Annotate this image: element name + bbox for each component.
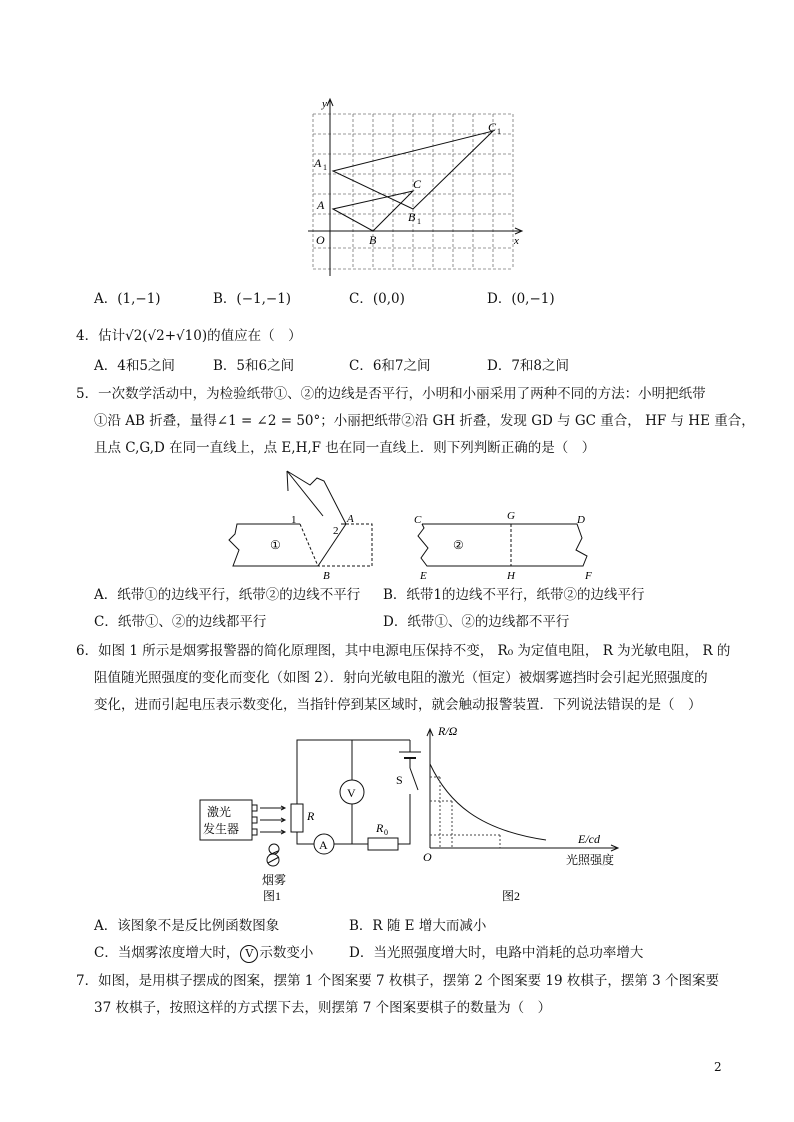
resistor-r0 (368, 838, 398, 850)
q4-option-d[interactable] (487, 356, 569, 376)
fig1-caption: 图1 (263, 889, 282, 902)
option-text: 6和7之间 (372, 358, 431, 374)
point-b-label: B (369, 233, 377, 247)
q4-stem (76, 326, 302, 346)
option-text: R 随 E 增大而减小 (372, 918, 487, 934)
option-label: C． (94, 614, 118, 630)
point-b-label: B (323, 570, 330, 582)
photoresistor-r (291, 804, 303, 832)
q6-stem-line-3: 变化，进而引起电压表示数变化，当指针停到某区域时，就会触动报警装置．下列说法错误的是（ ） (94, 697, 702, 713)
question-number: 6． (76, 643, 99, 659)
q3-option-b[interactable] (213, 289, 291, 309)
q4-option-c[interactable] (349, 356, 431, 376)
point-a-label: A (347, 513, 354, 525)
point-a1-subscript: 1 (323, 163, 327, 172)
angle-1-label: 1 (291, 514, 297, 526)
point-b1-subscript: 1 (417, 217, 421, 226)
q3-option-d[interactable] (487, 289, 555, 309)
laser-port-2 (252, 817, 257, 823)
option-text-after: 示数变小 (259, 945, 314, 961)
option-label: B． (383, 587, 407, 603)
question-number: 4． (76, 328, 99, 344)
r-axis-label: R/Ω (438, 724, 458, 738)
q7-stem-line-1 (76, 971, 719, 991)
q5-option-d[interactable] (383, 612, 569, 632)
option-label: D． (383, 614, 408, 630)
switch-s (410, 768, 418, 790)
option-text: 纸带①、②的边线都平行 (117, 614, 267, 630)
laser-label-line-1: 激光 (207, 805, 232, 819)
r0-label: R (376, 821, 384, 835)
q5-stem-line-3: 且点 C,G,D 在同一直线上，点 E,H,F 也在同一直线上．则下列判断正确的是（ ） (94, 440, 596, 456)
question-number: 7． (76, 973, 99, 989)
option-label: C． (349, 291, 373, 307)
option-text: 该图象不是反比例函数图象 (117, 918, 280, 934)
option-label: A． (94, 291, 118, 307)
point-h-label: H (507, 570, 515, 582)
axis-title: 光照强度 (566, 853, 615, 867)
option-value: (1,−1) (117, 291, 161, 307)
point-c-label: C (413, 177, 422, 191)
q6-fig2-graph (418, 722, 628, 902)
point-a1-label: A (314, 156, 322, 170)
option-text-before: 当烟雾浓度增大时， (117, 945, 240, 961)
option-text: 纸带1的边线不平行，纸带②的边线平行 (406, 587, 645, 603)
q5-option-c[interactable] (94, 612, 266, 632)
laser-port-1 (252, 805, 257, 811)
point-c1-label: C (488, 120, 497, 134)
q7-line-1-text: 如图，是用棋子摆成的图案，摆第 1 个图案要 7 枚棋子，摆第 2 个图案要 19 枚棋子，摆第 3 个图案要 (98, 973, 720, 989)
q6-option-d[interactable] (349, 943, 643, 963)
q7-stem-line-2: 37 枚棋子，按照这样的方式摆下去，则摆第 7 个图案要棋子的数量为（ ） (94, 1000, 552, 1016)
q5-option-a[interactable] (94, 585, 360, 605)
angle-2-label: 2 (333, 525, 339, 537)
q6-stem-line-1 (76, 641, 730, 661)
voltmeter-icon-label: V (245, 946, 254, 960)
option-text: 纸带①、②的边线都不平行 (407, 614, 570, 630)
voltmeter-label: V (347, 786, 356, 800)
strip2-outline (418, 524, 587, 566)
q4-option-b[interactable] (213, 356, 294, 376)
guide-lines (430, 777, 500, 848)
flap-jag (287, 471, 288, 491)
r-e-curve (430, 764, 546, 840)
option-label: C． (94, 945, 118, 961)
q6-line-1-text: 如图 1 所示是烟雾报警器的简化原理图，其中电源电压保持不变， R₀ 为定值电阻， R 为光敏电阻， R 的 (98, 643, 731, 659)
strip2-circled-label: ② (453, 538, 464, 552)
option-label: A． (94, 587, 118, 603)
q4-option-a[interactable] (94, 356, 175, 376)
point-c-label: C (414, 514, 422, 526)
option-text: 5和6之间 (236, 358, 295, 374)
option-label: A． (94, 358, 118, 374)
page-number: 2 (714, 1060, 722, 1074)
option-label: B． (349, 918, 373, 934)
option-label: D． (349, 945, 374, 961)
option-text: 7和8之间 (511, 358, 570, 374)
r-label: R (307, 809, 315, 823)
q3-option-a[interactable] (94, 289, 161, 309)
origin-label: O (423, 850, 432, 864)
option-label: D． (487, 358, 512, 374)
q5-line-1-text: 一次数学活动中，为检验纸带①、②的边线是否平行，小明和小丽采用了两种不同的方法：小明把纸带 (98, 386, 706, 402)
option-label: A． (94, 918, 118, 934)
r0-subscript: 0 (384, 828, 388, 837)
point-e-label: E (420, 570, 427, 582)
wire-left-bottom (297, 832, 314, 844)
point-f-label: F (585, 570, 592, 582)
point-a-label: A (317, 198, 325, 212)
smoke-icon (267, 844, 279, 866)
option-label: B． (213, 358, 237, 374)
y-label: y (322, 98, 327, 110)
point-c1-subscript: 1 (497, 127, 501, 136)
point-b1-label: B (408, 210, 416, 224)
q4-text-after: 的值应在（ ） (207, 328, 302, 344)
option-value: (−1,−1) (236, 291, 292, 307)
point-d-label: D (577, 514, 585, 526)
question-number: 5． (76, 386, 99, 402)
switch-label: S (396, 773, 403, 787)
option-text: 当光照强度增大时，电路中消耗的总功率增大 (373, 945, 644, 961)
option-label: D． (487, 291, 512, 307)
strip1-circled-label: ① (270, 538, 281, 552)
e-axis-label: E/cd (578, 832, 600, 846)
q6-fig1-circuit (190, 722, 430, 902)
fig2-caption: 图2 (502, 889, 521, 902)
ammeter-label: A (319, 838, 328, 852)
laser-port-3 (252, 829, 257, 835)
option-text: 4和5之间 (117, 358, 175, 374)
q6-option-a[interactable] (94, 916, 279, 936)
option-value: (0,0) (372, 291, 405, 307)
voltmeter-icon (240, 945, 258, 963)
q3-coordinate-figure (300, 94, 540, 284)
q5-stem-line-2: ①沿 AB 折叠，量得∠1 = ∠2 = 50°；小丽把纸带②沿 GH 折叠，发现 GD 与 GC 重合， HF 与 HE 重合， (94, 413, 755, 429)
x-label: x (514, 235, 519, 247)
q4-text-before: 估计 (98, 328, 126, 344)
q6-option-b[interactable] (349, 916, 486, 936)
q5-stem-line-1 (76, 384, 706, 404)
option-text: 纸带①的边线平行，纸带②的边线不平行 (117, 587, 361, 603)
q4-expression: √2(√2+√10) (125, 328, 208, 344)
q6-option-c[interactable] (94, 943, 313, 963)
point-g-label: G (507, 510, 515, 522)
q3-option-c[interactable] (349, 289, 405, 309)
wire-right-bottom (398, 794, 410, 844)
smoke-label: 烟雾 (262, 873, 287, 887)
fold-line-ab (318, 524, 346, 566)
option-value: (0,−1) (511, 291, 555, 307)
option-label: B． (213, 291, 237, 307)
origin-label: O (316, 233, 325, 247)
q5-paper-strip-figure (225, 468, 605, 584)
q5-option-b[interactable] (383, 585, 645, 605)
q6-stem-line-2: 阻值随光照强度的变化而变化（如图 2）．射向光敏电阻的激光（恒定）被烟雾遮挡时会引起光照强度的 (94, 670, 708, 686)
laser-label-line-2: 发生器 (203, 822, 240, 836)
option-label: C． (349, 358, 373, 374)
